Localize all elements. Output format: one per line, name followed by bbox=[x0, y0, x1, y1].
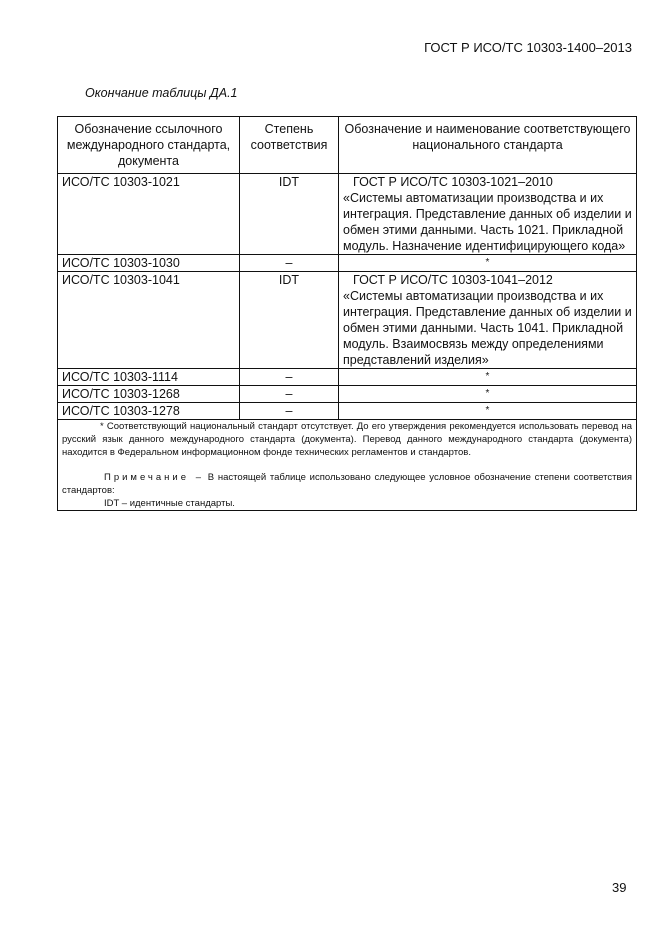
ref-cell: ИСО/ТС 10303-1021 bbox=[58, 174, 240, 255]
column-header-ref: Обозначение ссылочного международного стандарта, документа bbox=[58, 117, 240, 174]
degree-cell: – bbox=[240, 255, 339, 272]
footnote-mark: * bbox=[339, 369, 637, 386]
note-text: В настоящей таблице использовано следующее условное обозначение степени соответствия стандартов: bbox=[62, 472, 632, 496]
degree-cell: IDT bbox=[240, 174, 339, 255]
table-note bbox=[62, 471, 632, 497]
document-header: ГОСТ Р ИСО/ТС 10303-1400–2013 bbox=[424, 40, 632, 55]
page-number: 39 bbox=[612, 880, 627, 895]
note-idt: IDT – идентичные стандарты. bbox=[104, 498, 235, 509]
ref-cell: ИСО/ТС 10303-1114 bbox=[58, 369, 240, 386]
note-prefix: Примечание – bbox=[104, 472, 205, 483]
table-notes-row bbox=[58, 420, 637, 511]
table-notes bbox=[58, 420, 637, 511]
footnote-mark: * bbox=[339, 403, 637, 420]
column-header-national: Обозначение и наименование соответствующего национального стандарта bbox=[339, 117, 637, 174]
table-row bbox=[58, 403, 637, 420]
table-header-row bbox=[58, 117, 637, 174]
footnote-mark: * bbox=[339, 255, 637, 272]
national-cell bbox=[339, 174, 637, 255]
degree-cell: – bbox=[240, 403, 339, 420]
degree-cell: – bbox=[240, 386, 339, 403]
ref-cell: ИСО/ТС 10303-1041 bbox=[58, 272, 240, 369]
table-footnote: * Соответствующий национальный стандарт отсутствует. До его утверждения рекомендуется использовать перевод на русский язык данного международного стандарта (документа). Перевод данного международного стандарта (документа) находится в Федеральном информационном фонде технических регламентов и стандартов. bbox=[62, 421, 632, 458]
national-standard-title: ГОСТ Р ИСО/ТС 10303-1041–2012 bbox=[353, 273, 553, 287]
table-row bbox=[58, 174, 637, 255]
standards-table bbox=[57, 116, 637, 511]
table-row bbox=[58, 369, 637, 386]
national-cell bbox=[339, 272, 637, 369]
table-row bbox=[58, 272, 637, 369]
table-row bbox=[58, 255, 637, 272]
table-row bbox=[58, 386, 637, 403]
national-standard-text: «Системы автоматизации производства и их интеграция. Представление данных об изделии и обмен этими данными. Часть 1041. Прикладной модуль. Взаимосвязь между определениями представлений изделия» bbox=[343, 289, 632, 367]
ref-cell: ИСО/ТС 10303-1268 bbox=[58, 386, 240, 403]
ref-cell: ИСО/ТС 10303-1030 bbox=[58, 255, 240, 272]
degree-cell: IDT bbox=[240, 272, 339, 369]
degree-cell: – bbox=[240, 369, 339, 386]
national-standard-title: ГОСТ Р ИСО/ТС 10303-1021–2010 bbox=[353, 175, 553, 189]
ref-cell: ИСО/ТС 10303-1278 bbox=[58, 403, 240, 420]
table-caption: Окончание таблицы ДА.1 bbox=[85, 86, 238, 100]
footnote-mark: * bbox=[339, 386, 637, 403]
national-standard-text: «Системы автоматизации производства и их интеграция. Представление данных об изделии и обмен этими данными. Часть 1021. Прикладной модуль. Назначение идентифицирующего кода» bbox=[343, 191, 632, 253]
column-header-degree: Степень соответствия bbox=[240, 117, 339, 174]
